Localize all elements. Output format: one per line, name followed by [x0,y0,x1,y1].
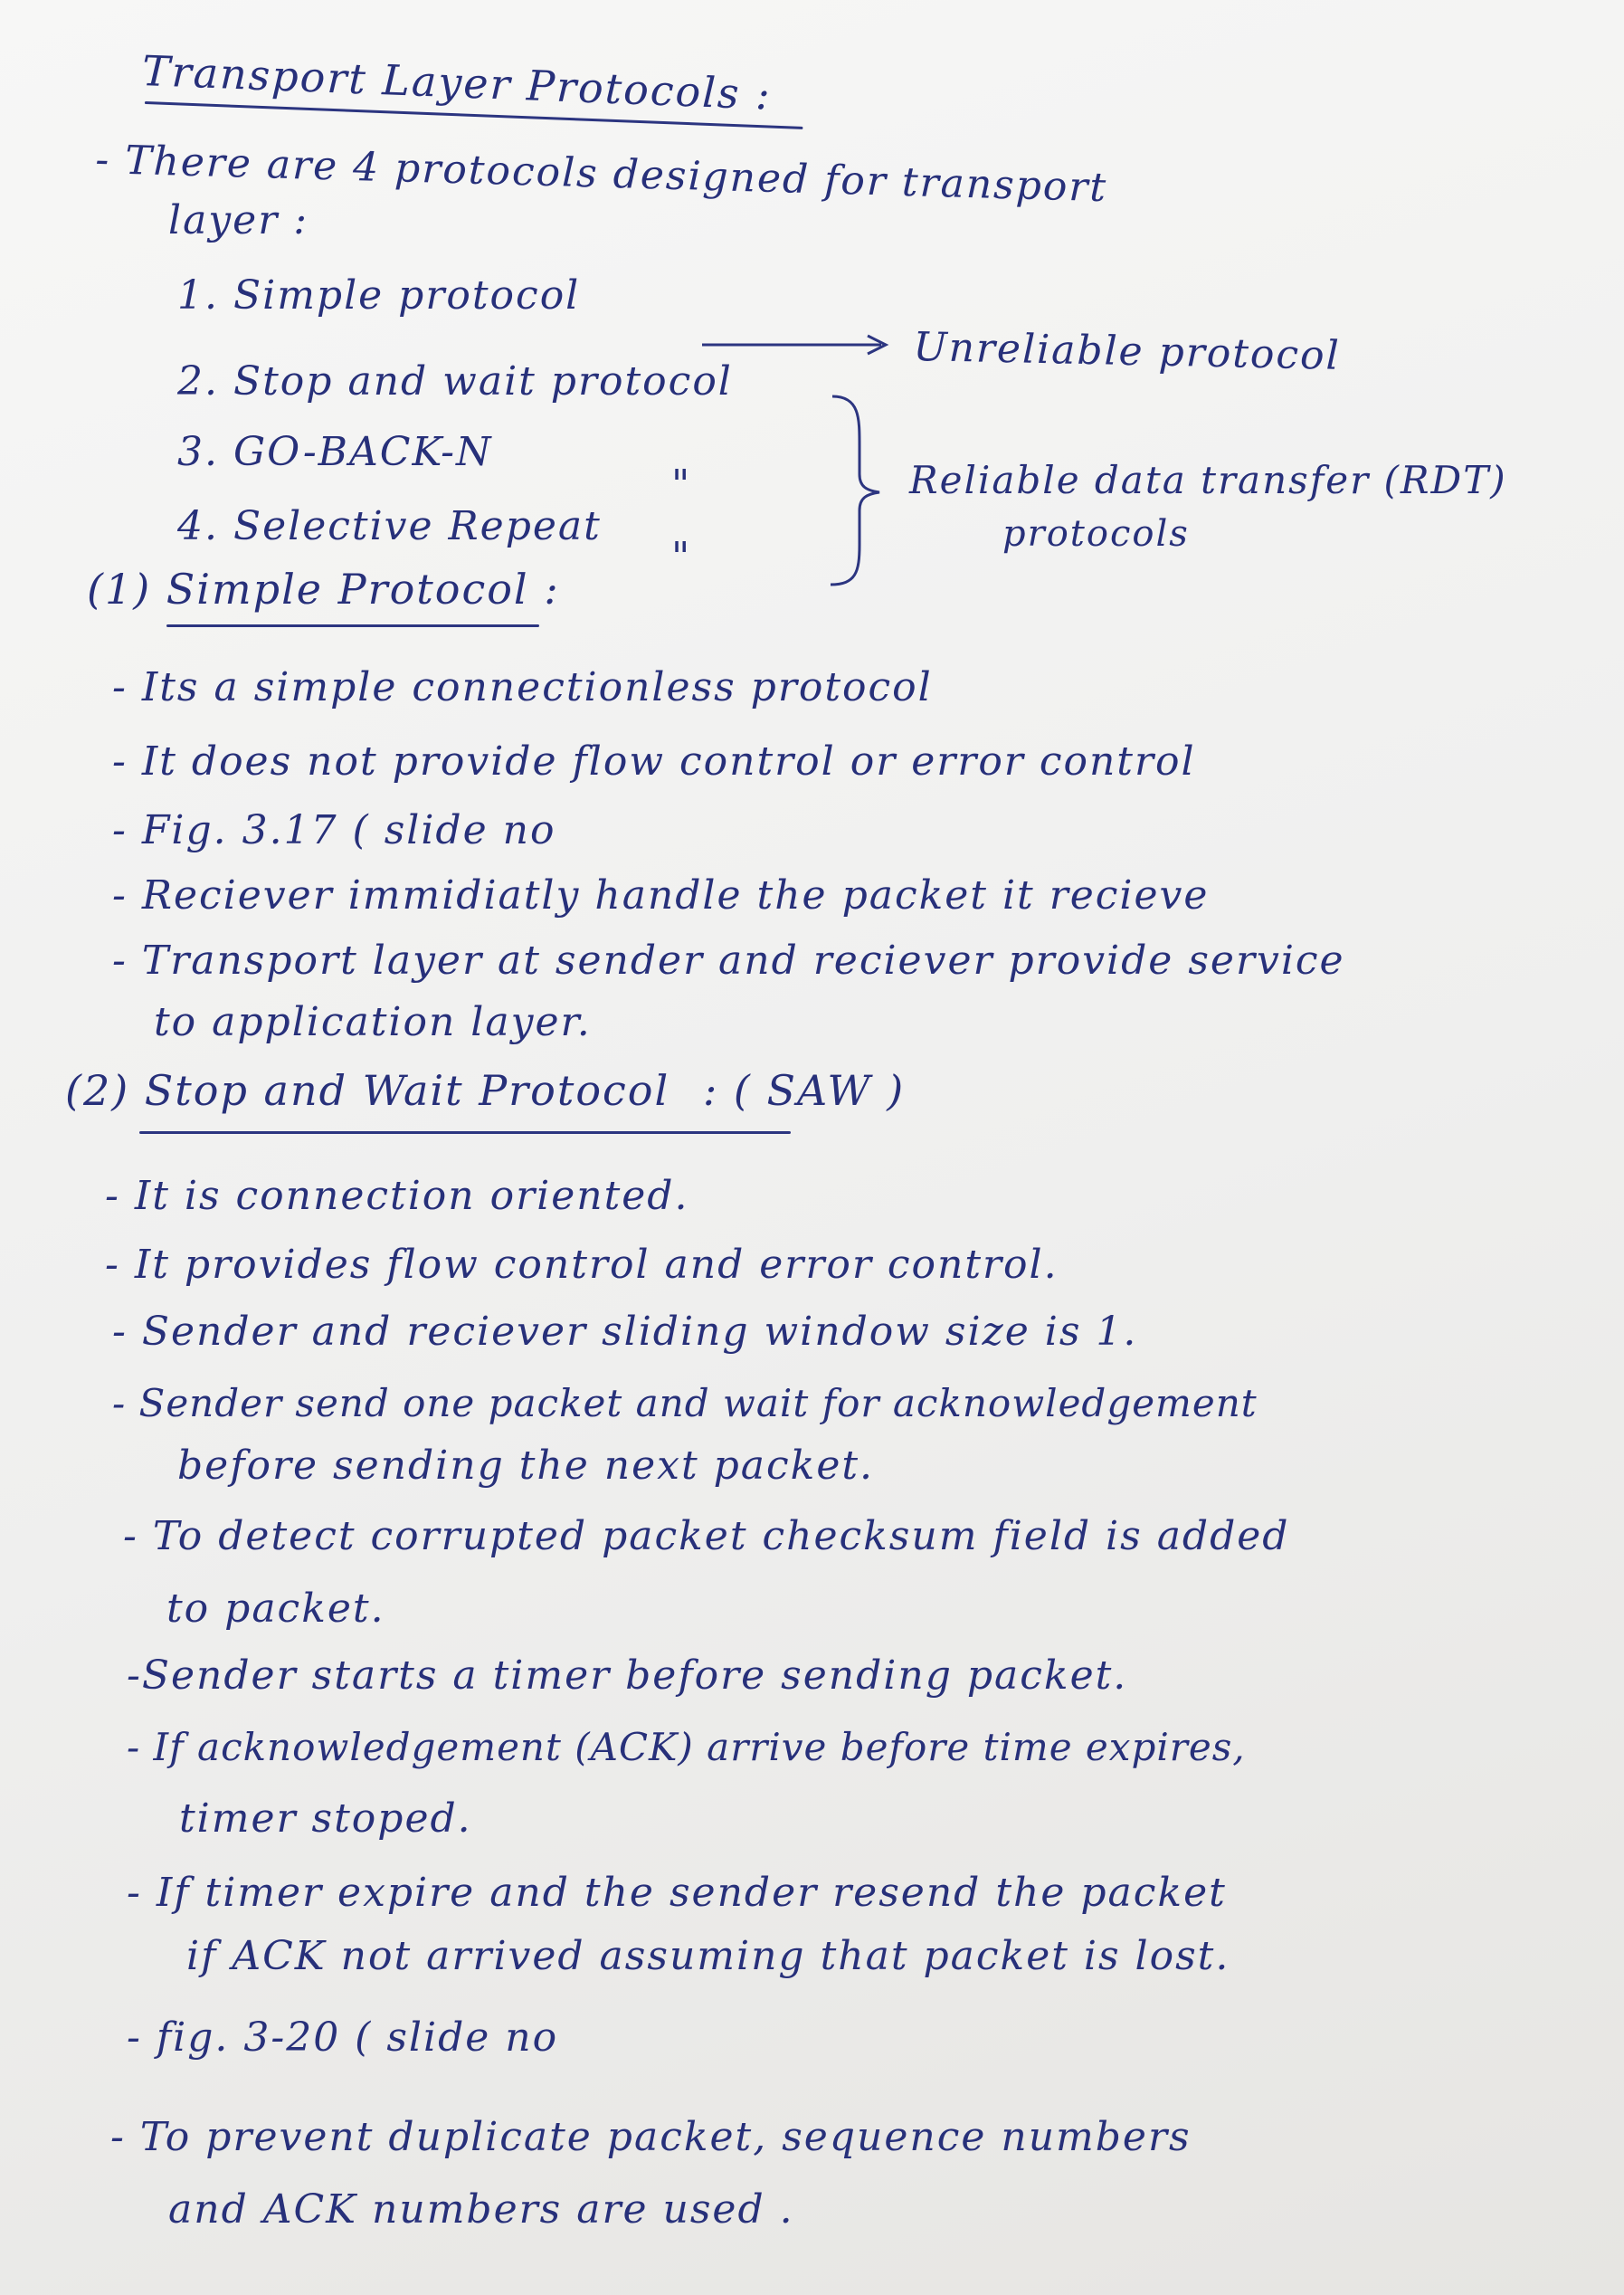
section1-bullet: - It does not provide flow control or error control [112,738,1196,785]
ditto-mark-3: " [671,462,692,508]
section2-underline [139,1131,791,1134]
list-number: 2. [177,358,219,405]
list-item-4 [177,503,602,549]
section2-heading [65,1066,906,1115]
section1-underline [166,624,539,627]
section2-bullet: -Sender starts a timer before sending packet. [127,1652,1128,1699]
list-number: 4. [177,503,219,549]
list-item-1 [177,272,581,319]
section1-bullet: - Transport layer at sender and reciever provide service [112,938,1345,984]
unreliable-arrow-icon [700,331,908,358]
section1-heading [87,565,560,614]
section2-bullet: timer stoped. [179,1795,472,1842]
section1-bullet: to application layer. [154,999,592,1045]
section2-bullet: - To detect corrupted packet checksum field is added [123,1513,1290,1559]
list-number: 1. [177,272,219,319]
list-item-3 [177,429,493,475]
section2-bullet: and ACK numbers are used . [168,2186,794,2233]
section2-bullet: - It is connection oriented. [105,1173,689,1219]
section2-bullet: before sending the next packet. [177,1443,875,1489]
section1-number: (1) [87,565,152,614]
section2-title: Stop and Wait Protocol [144,1066,670,1115]
section2-bullet: - To prevent duplicate packet, sequence numbers [110,2114,1192,2160]
intro-line-1: - There are 4 protocols designed for transport [94,137,1108,212]
section1-title: Simple Protocol : [166,565,560,614]
section1-bullet: - Its a simple connectionless protocol [112,664,933,710]
section2-bullet: - Sender and reciever sliding window size is 1. [112,1309,1138,1355]
section2-bullet: - Sender send one packet and wait for acknowledgement [112,1381,1258,1425]
section2-bullet: - If timer expire and the sender resend the packet [127,1870,1227,1916]
list-number: 3. [177,429,219,475]
list-name: GO-BACK-N [233,429,493,475]
section2-bullet: - If acknowledgement (ACK) arrive before time expires, [127,1725,1246,1769]
section2-number: (2) [65,1066,130,1115]
list-name: Selective Repeat [233,503,602,549]
section2-suffix: : ( SAW ) [702,1066,906,1115]
section2-bullet: if ACK not arrived assuming that packet is lost. [186,1933,1230,1979]
intro-line-2: layer : [168,197,309,243]
ditto-mark-4: " [671,534,692,580]
list-name: Stop and wait protocol [233,358,733,405]
unreliable-label: Unreliable protocol [913,324,1342,379]
section1-bullet: - Reciever immidiatly handle the packet it recieve [112,872,1210,919]
section2-bullet: - fig. 3-20 ( slide no [127,2014,559,2061]
page-title: Transport Layer Protocols : [141,46,773,119]
section1-bullet: - Fig. 3.17 ( slide no [112,807,556,853]
list-name: Simple protocol [233,272,581,319]
reliable-label-line-1: Reliable data transfer (RDT) [909,458,1507,502]
section2-bullet: - It provides flow control and error control. [105,1242,1059,1288]
list-item-2 [177,358,733,405]
curly-brace-icon [823,391,896,590]
section2-bullet: to packet. [166,1586,385,1632]
reliable-label-line-2: protocols [1002,513,1190,555]
